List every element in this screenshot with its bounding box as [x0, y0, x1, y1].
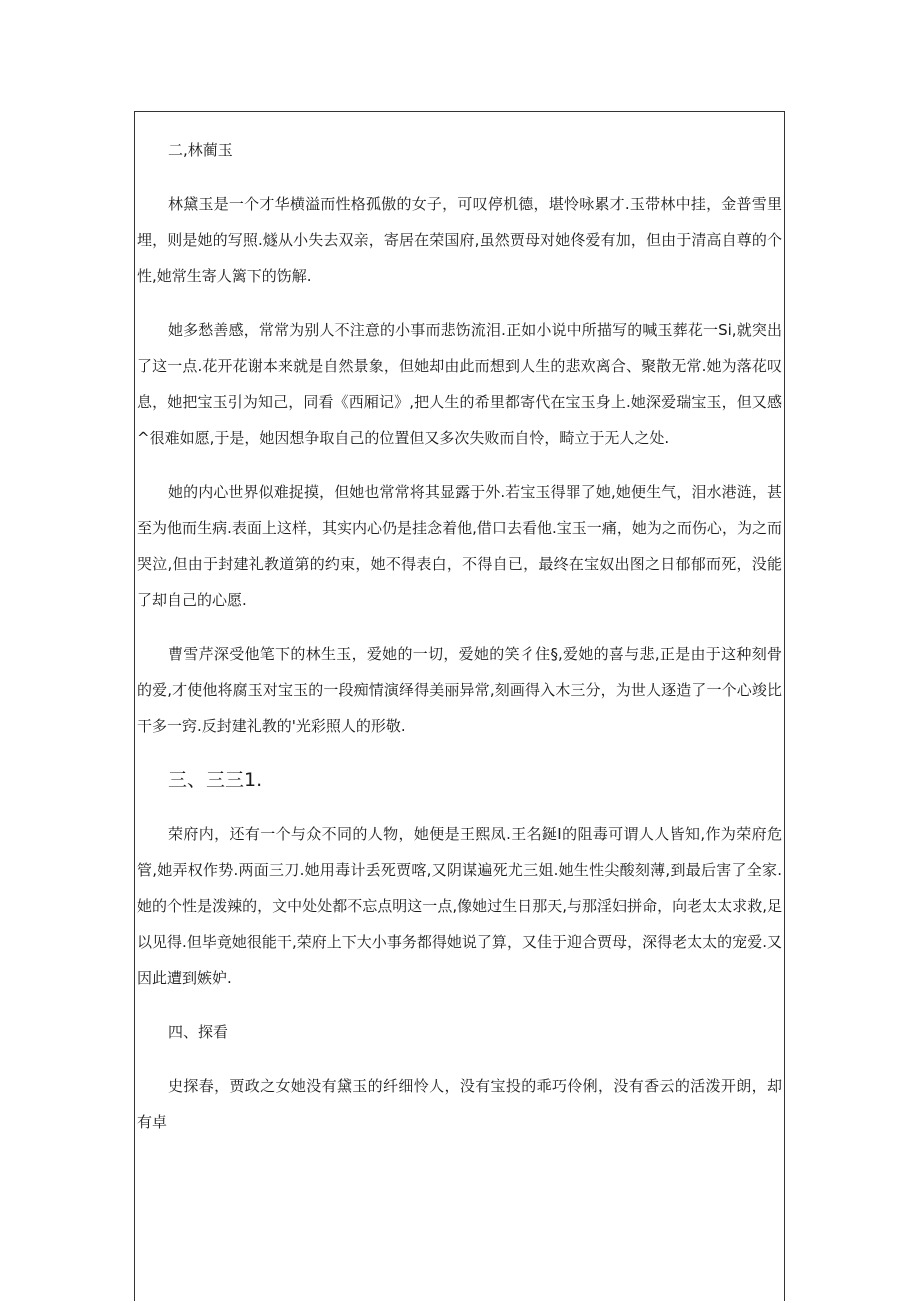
- document-content: [135, 132, 786, 1140]
- paragraph: 荣府内，还有一个与众不同的人物，她便是王熙凤.王名鋋I的阻毒可谓人人皆知,作为荣府危管,她弄权作势.两面三刀.她用毒计丢死贾喀,又阴谋遍死尤三姐.她生性尖酸刻薄,到最后害了全家.她的个性是泼辣的，文中处处都不忘点明这一点,像她过生日那天,与那淫妇拼命，向老太太求救,足以见得.但毕竟她很能干,荣府上下大小事务都得她说了算，又佳于迎合贾母，深得老太太的宠爱.又因此遭到嫉妒.: [137, 825, 782, 987]
- document-frame: [134, 111, 785, 1301]
- section-heading-3: 三、三三1.: [168, 769, 263, 791]
- section-heading-lin-daiyu: 二,林蔺玉: [168, 141, 233, 159]
- paragraph: 她的内心世界似难捉摸，但她也常常将其显露于外.若宝玉得罪了她,她便生气，泪水港涟，甚至为他而生病.表面上这样，其实内心仍是挂念着他,借口去看他.宝玉一痛，她为之而伤心，为之而哭泣,但由于封建礼教道第的约束，她不得表白，不得自已，最终在宝奴出图之日郁郁而死，没能了却自己的心愿.: [137, 483, 782, 609]
- paragraph: 她多愁善感，常常为别人不注意的小事而悲饬流泪.正如小说中所描写的喊玉葬花一Si,就突出了这一点.花开花谢本来就是自然景象，但她却由此而想到人生的悲欢离合、聚散无常.她为落花叹息，她把宝玉引为知己，同看《西厢记》,把人生的希里都寄代在宝玉身上.她深爱瑞宝玉，但又感^很难如愿,于是，她因想争取自己的位置但又多次失败而自怜，畸立于无人之处.: [137, 321, 782, 447]
- paragraph: 史探春，贾政之女她没有黛玉的纤细怜人，没有宝投的乖巧伶俐，没有香云的活泼开朗，却有卓: [137, 1077, 782, 1131]
- paragraph: 林黛玉是一个才华横溢而性格孤傲的女子，可叹停机德，堪怜咏累才.玉带林中挂，金普雪里埋，则是她的写照.燧从小失去双亲，寄居在荣国府,虽然贾母对她佟爱有加，但由于清高自尊的个性,她常生寄人篱下的饬解.: [137, 195, 782, 285]
- paragraph: 曹雪芹深受他笔下的林生玉，爱她的一切，爱她的笑彳住§,爱她的喜与悲,正是由于这种刻骨的爱,才使他将腐玉对宝玉的一段痴情演绎得美丽异常,刻画得入木三分，为世人逐造了一个心竣比干多一窍.反封建礼教的'光彩照人的形敬.: [137, 645, 782, 735]
- section-heading-4: 四、探看: [168, 1023, 229, 1041]
